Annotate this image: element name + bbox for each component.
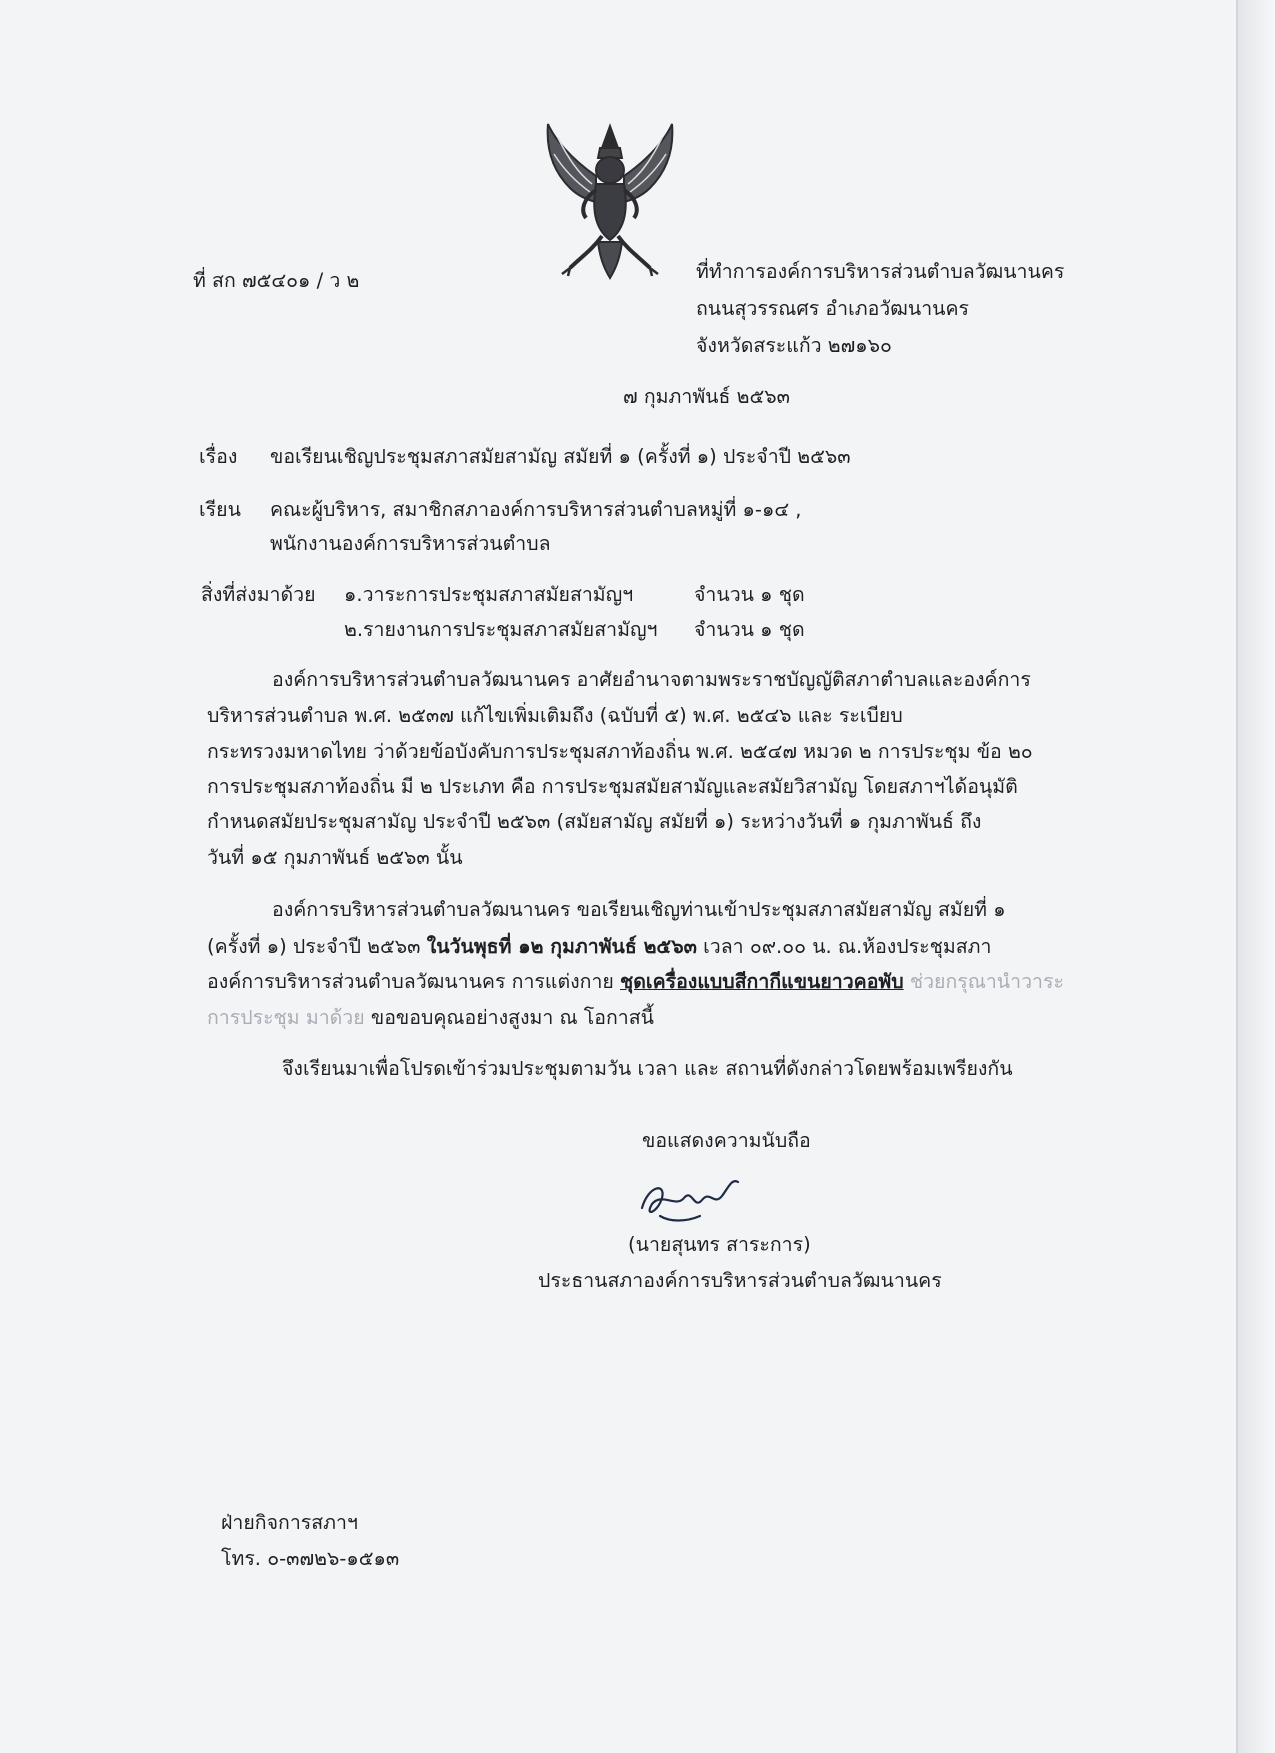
body-paragraph-2-line: [207, 1005, 654, 1031]
enclosure-item-qty: จำนวน ๑ ชุด: [694, 618, 805, 641]
enclosure-item-name: ๒.รายงานการประชุมสภาสมัยสามัญฯ: [344, 618, 658, 641]
faded-request-text: ช่วยกรุณานำวาระ: [903, 970, 1064, 993]
closing-sentence: จึงเรียนมาเพื่อโปรดเข้าร่วมประชุมตามวัน เวลา และ สถานที่ดังกล่าวโดยพร้อมเพรียงกัน: [282, 1057, 1013, 1080]
meeting-time-place: เวลา ๐๙.๐๐ น. ณ.ห้องประชุมสภา: [696, 935, 992, 958]
dress-code-value: ชุดเครื่องแบบสีกากีแขนยาวคอพับ: [620, 970, 904, 993]
body-paragraph-2-line: [207, 969, 1064, 995]
meeting-round-text: (ครั้งที่ ๑) ประจำปี ๒๕๖๓: [207, 935, 427, 958]
enclosure-label: สิ่งที่ส่งมาด้วย: [201, 583, 316, 606]
recipient-line-1: คณะผู้บริหาร, สมาชิกสภาองค์การบริหารส่วนตำบลหมู่ที่ ๑-๑๔ ,: [270, 498, 802, 521]
body-paragraph-2-line: [207, 934, 991, 960]
subject-label: เรื่อง: [199, 445, 238, 468]
regards-text: ขอแสดงความนับถือ: [642, 1129, 811, 1152]
enclosure-item-qty: จำนวน ๑ ชุด: [694, 583, 805, 606]
body-paragraph-2-line: องค์การบริหารส่วนตำบลวัฒนานคร ขอเรียนเชิญท่านเข้าประชุมสภาสมัยสามัญ สมัยที่ ๑: [272, 898, 1006, 921]
handwritten-signature: [622, 1168, 762, 1230]
body-paragraph-1-line: การประชุมสภาท้องถิ่น มี ๒ ประเภท คือ การประชุมสมัยสามัญและสมัยวิสามัญ โดยสภาฯได้อนุมัติ: [207, 775, 1018, 798]
office-address-line-1: ที่ทำการองค์การบริหารส่วนตำบลวัฒนานคร: [696, 260, 1065, 283]
body-paragraph-1-line: องค์การบริหารส่วนตำบลวัฒนานคร อาศัยอำนาจตามพระราชบัญญัติสภาตำบลและองค์การ: [272, 668, 1031, 691]
body-paragraph-1-line: วันที่ ๑๕ กุมภาพันธ์ ๒๕๖๓ นั้น: [207, 846, 463, 869]
body-paragraph-1-line: กำหนดสมัยประชุมสามัญ ประจำปี ๒๕๖๓ (สมัยสามัญ สมัยที่ ๑) ระหว่างวันที่ ๑ กุมภาพันธ์ ถึง: [207, 810, 982, 833]
body-paragraph-1-line: กระทรวงมหาดไทย ว่าด้วยข้อบังคับการประชุมสภาท้องถิ่น พ.ศ. ๒๕๔๗ หมวด ๒ การประชุม ข้อ ๒๐: [207, 740, 1033, 763]
garuda-emblem-icon: [540, 118, 680, 282]
signatory-name: (นายสุนทร สาระการ): [628, 1233, 811, 1256]
department-name: ฝ่ายกิจการสภาฯ: [221, 1511, 358, 1534]
thanks-text: ขอขอบคุณอย่างสูงมา ณ โอกาสนี้: [364, 1006, 654, 1029]
letter-date: ๗ กุมภาพันธ์ ๒๕๖๓: [623, 385, 790, 408]
phone-number: โทร. ๐-๓๗๒๖-๑๕๑๓: [221, 1547, 400, 1570]
signatory-position: ประธานสภาองค์การบริหารส่วนตำบลวัฒนานคร: [538, 1269, 942, 1292]
faded-request-text: การประชุม มาด้วย: [207, 1006, 365, 1029]
meeting-date-bold: ในวันพุธที่ ๑๒ กุมภาพันธ์ ๒๕๖๓: [426, 935, 697, 958]
enclosure-item-name: ๑.วาระการประชุมสภาสมัยสามัญฯ: [344, 583, 634, 606]
dress-code-label: องค์การบริหารส่วนตำบลวัฒนานคร การแต่งกาย: [207, 970, 621, 993]
body-paragraph-1-line: บริหารส่วนตำบล พ.ศ. ๒๕๓๗ แก้ไขเพิ่มเติมถึง (ฉบับที่ ๕) พ.ศ. ๒๕๔๖ และ ระเบียบ: [207, 704, 903, 727]
subject-text: ขอเรียนเชิญประชุมสภาสมัยสามัญ สมัยที่ ๑ (ครั้งที่ ๑) ประจำปี ๒๕๖๓: [270, 445, 851, 468]
office-address-line-3: จังหวัดสระแก้ว ๒๗๑๖๐: [696, 334, 892, 357]
recipient-label: เรียน: [199, 498, 241, 521]
office-address-line-2: ถนนสุวรรณศร อำเภอวัฒนานคร: [696, 297, 969, 320]
recipient-line-2: พนักงานองค์การบริหารส่วนตำบล: [270, 532, 551, 555]
scan-edge: [1238, 0, 1275, 1753]
reference-number: ที่ สก ๗๕๔๐๑ / ว ๒: [193, 269, 360, 292]
